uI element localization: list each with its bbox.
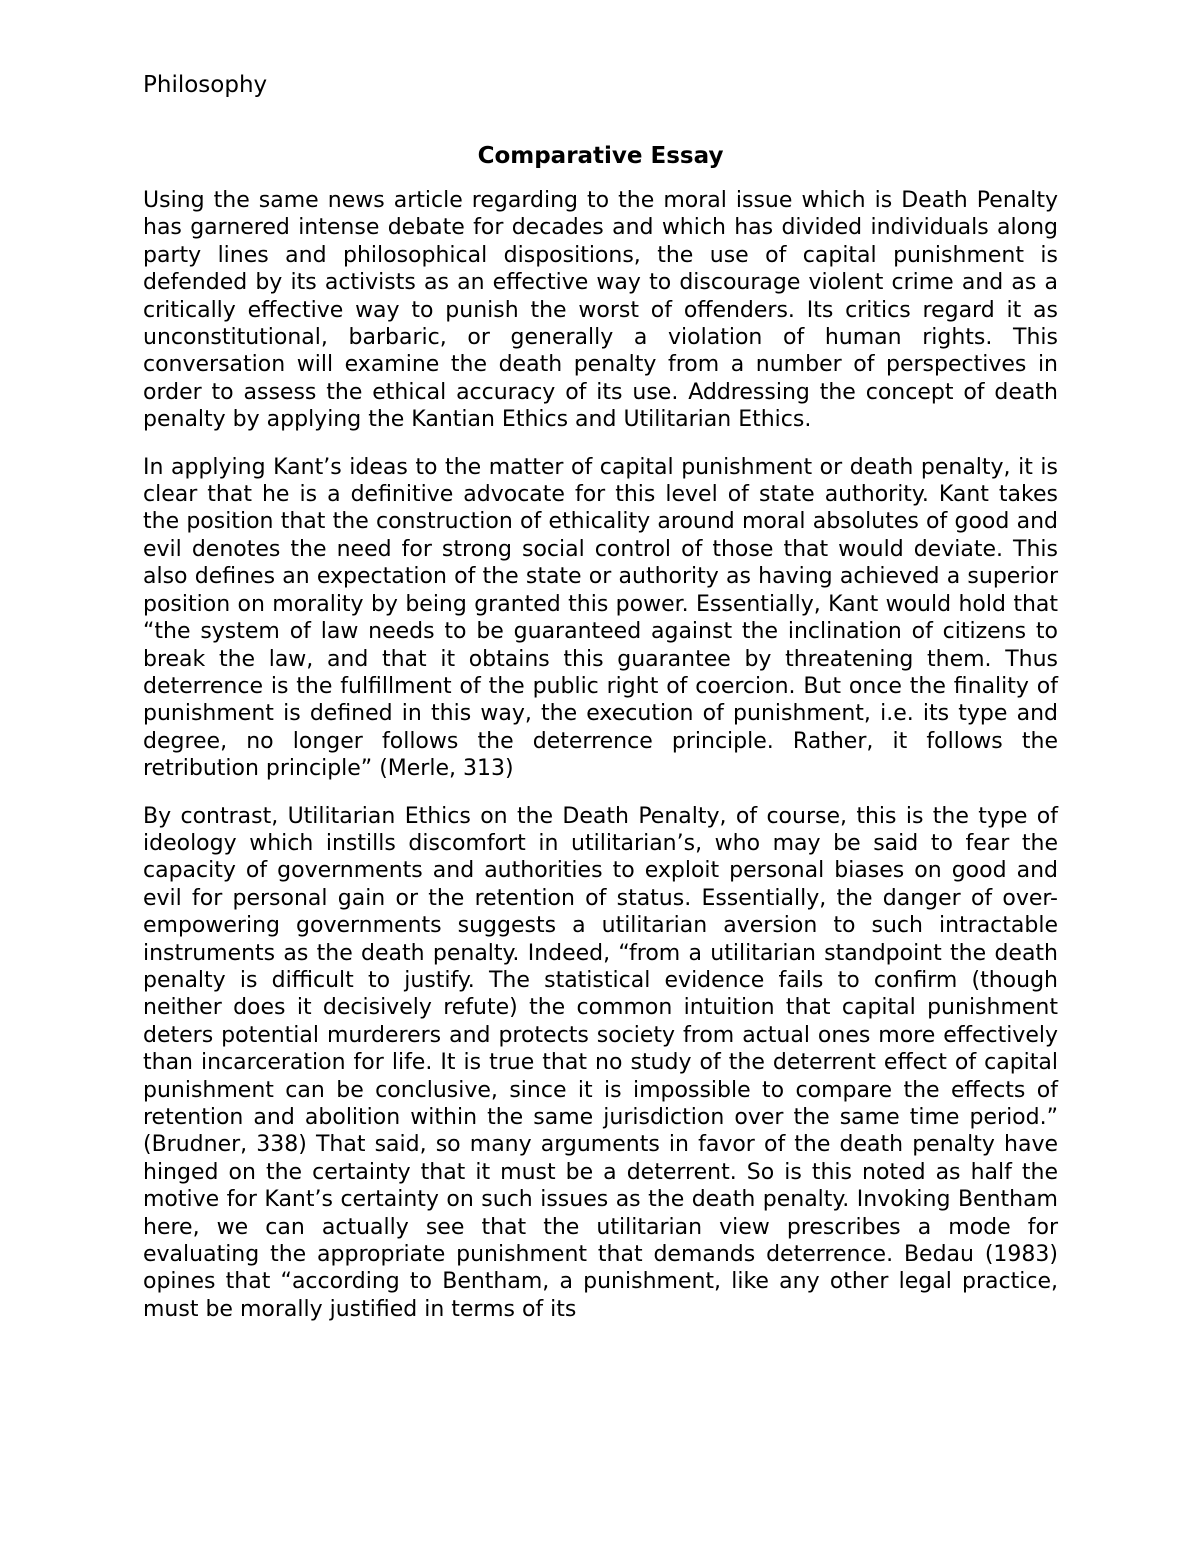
paragraph-kant: In applying Kant’s ideas to the matter of capital punishment or death penalty, it is clear that he is a definitive advocate for this level of state authority. Kant takes the position that the construction of ethicality around moral absolutes of good and evil denotes the need for strong social control of those that would deviate. This also defines an expectation of the state or authority as having achieved a superior position on morality by being granted this power. Essentially, Kant would hold that “the system of law needs to be guaranteed against the inclination of citizens to break the law, and that it obtains this guarantee by threatening them. Thus deterrence is the fulfillment of the public right of coercion. But once the finality of punishment is defined in this way, the execution of punishment, i.e. its type and degree, no longer follows the deterrence principle. Rather, it follows the retribution principle” (Merle, 313) [143,454,1058,782]
document-title: Comparative Essay [477,143,724,169]
paragraph-utilitarian: By contrast, Utilitarian Ethics on the Death Penalty, of course, this is the type of ideology which instills discomfort in utilitarian’s, who may be said to fear the capacity of governments and authorities to exploit personal biases on good and evil for personal gain or the retention of status. Essentially, the danger of over-empowering governments suggests a utilitarian aversion to such intractable instruments as the death penalty. Indeed, “from a utilitarian standpoint the death penalty is difficult to justify. The statistical evidence fails to confirm (though neither does it decisively refute) the common intuition that capital punishment deters potential murderers and protects society from actual ones more effectively than incarceration for life. It is true that no study of the deterrent effect of capital punishment can be conclusive, since it is impossible to compare the effects of retention and abolition within the same jurisdiction over the same time period.” (Brudner, 338) That said, so many arguments in favor of the death penalty have hinged on the certainty that it must be a deterrent. So is this noted as half the motive for Kant’s certainty on such issues as the death penalty. Invoking Bentham here, we can actually see that the utilitarian view prescribes a mode for evaluating the appropriate punishment that demands deterrence. Bedau (1983) opines that “according to Bentham, a punishment, like any other legal practice, must be morally justified in terms of its [143,803,1058,1322]
document-body [143,187,1058,1343]
document-header: Philosophy [143,72,268,98]
paragraph-intro: Using the same news article regarding to the moral issue which is Death Penalty has garnered intense debate for decades and which has divided individuals along party lines and philosophical dispositions, the use of capital punishment is defended by its activists as an effective way to discourage violent crime and as a critically effective way to punish the worst of offenders. Its critics regard it as unconstitutional, barbaric, or generally a violation of human rights. This conversation will examine the death penalty from a number of perspectives in order to assess the ethical accuracy of its use. Addressing the concept of death penalty by applying the Kantian Ethics and Utilitarian Ethics. [143,188,1058,433]
